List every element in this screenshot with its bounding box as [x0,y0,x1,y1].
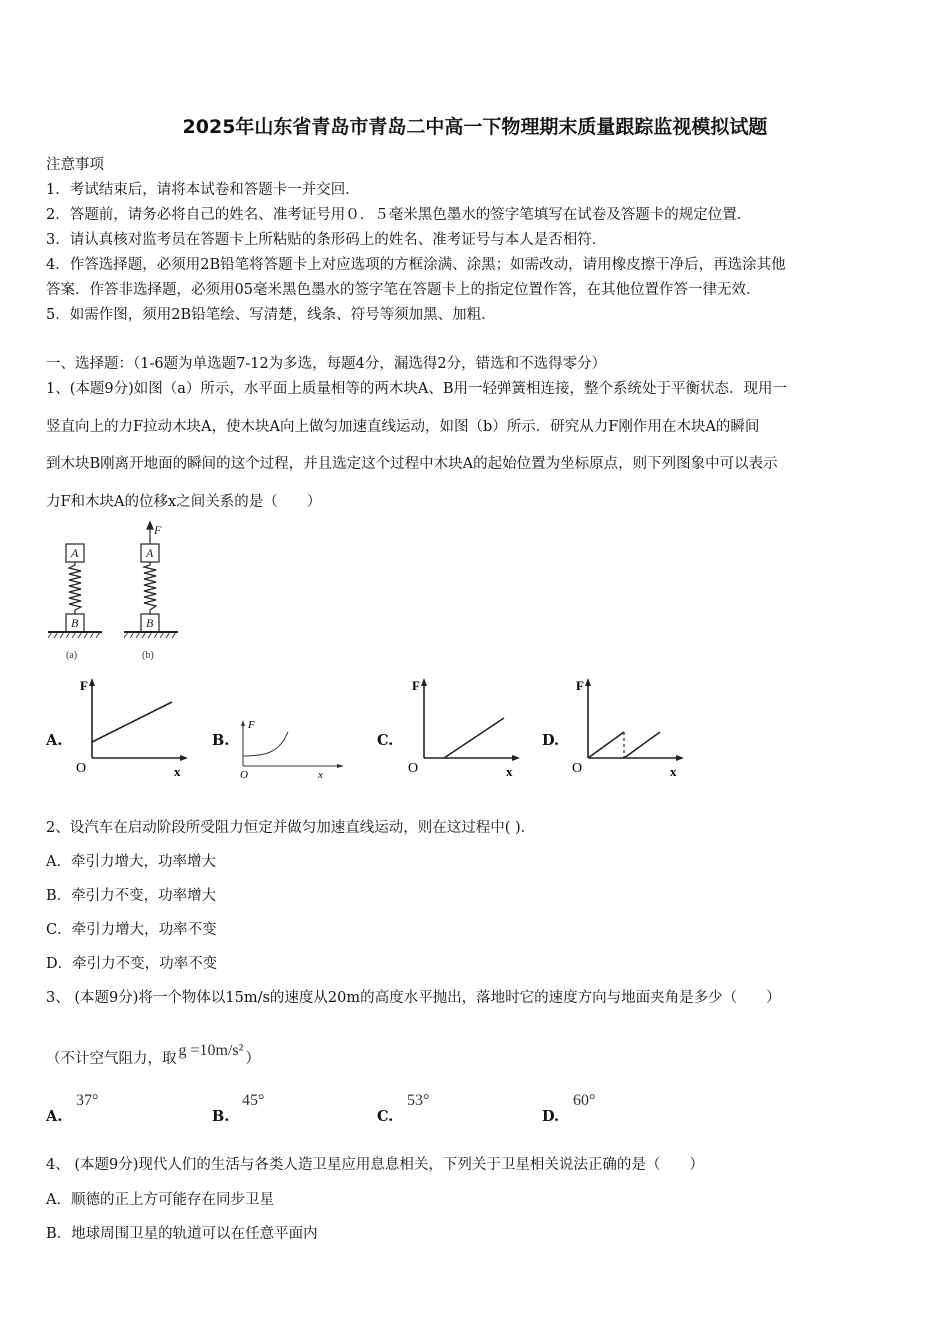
notice-item: 5．如需作图，须用2B铅笔绘、写清楚，线条、符号等须加黑、加粗． [46,307,496,323]
q3-option-a-value: 37° [76,1092,99,1109]
q2-option-a[interactable]: A．牵引力增大，功率增大 [46,854,216,870]
q1-option-c[interactable]: C. [377,732,394,749]
q3-option-a-label[interactable]: A. [46,1108,63,1125]
q1-option-b[interactable]: B. [212,732,230,749]
axis-o: O [408,761,419,776]
q1-option-a[interactable]: A. [46,732,63,749]
notice-item: 2．答题前，请务必将自己的姓名、准考证号用０．５毫米黑色墨水的签字笔填写在试卷及答题卡的规定位置． [46,207,752,223]
axis-x: x [318,769,323,780]
q3-note-pre: （不计空气阻力，取 [46,1051,177,1067]
label-a: A [146,546,154,560]
q4-stem: 4、 (本题9分)现代人们的生活与各类人造卫星应用息息相关，下列关于卫星相关说法正确的是（ ） [46,1157,704,1173]
q2-option-d[interactable]: D．牵引力不变，功率不变 [46,956,218,972]
q1-line: 力F和木块A的位移x之间关系的是（ ） [46,494,322,510]
axis-f: F [412,678,420,693]
graph-d [568,676,688,780]
q3-option-d-value: 60° [573,1092,596,1109]
axis-o: O [572,761,583,776]
q2-stem: 2、设汽车在启动阶段所受阻力恒定并做匀加速直线运动，则在这过程中( )． [46,820,536,836]
axis-f: F [576,678,584,693]
q1-line: 1、(本题9分)如图（a）所示，水平面上质量相等的两木块A、B用一轻弹簧相连接，整个系统处于平衡状态．现用一 [46,381,788,397]
axis-x: x [670,764,677,779]
q2-option-c[interactable]: C．牵引力增大，功率不变 [46,922,217,938]
graph-c [404,676,524,780]
page-title: 2025年山东省青岛市青岛二中高一下物理期末质量跟踪监视模拟试题 [182,116,768,138]
axis-x: x [174,764,181,779]
axis-o: O [240,769,248,780]
graph-b [236,716,346,780]
q3-note [46,1042,260,1068]
notice-item: 3．请认真核对监考员在答题卡上所粘贴的条形码上的姓名、准考证号与本人是否相符． [46,232,607,248]
axis-x: x [506,764,513,779]
q4-option-b[interactable]: B．地球周围卫星的轨道可以在任意平面内 [46,1226,318,1242]
q3-stem: 3、 (本题9分)将一个物体以15m/s的速度从20m的高度水平抛出，落地时它的速度方向与地面夹角是多少（ ） [46,990,781,1006]
caption-b: (b) [142,650,154,661]
graph-a [72,676,192,780]
q1-line: 到木块B刚离开地面的瞬间的这个过程，并且选定这个过程中木块A的起始位置为坐标原点，则下列图象中可以表示 [46,456,778,472]
q1-option-d[interactable]: D. [542,732,560,749]
q3-option-c-label[interactable]: C. [377,1108,394,1125]
axis-f: F [80,678,88,693]
caption-a: (a) [66,650,78,661]
notice-item: 答案．作答非选择题，必须用05毫米黑色墨水的签字笔在答题卡上的指定位置作答，在其他位置作答一律无效． [46,282,761,298]
q3-formula: g =10m/s² [178,1042,244,1059]
q4-option-a[interactable]: A．顺德的正上方可能存在同步卫星 [46,1192,274,1208]
q3-option-d-label[interactable]: D. [542,1108,560,1125]
q2-option-b[interactable]: B．牵引力不变，功率增大 [46,888,217,904]
axis-f: F [248,719,255,731]
notice-heading: 注意事项 [46,157,104,173]
spring-figure [44,520,194,665]
axis-o: O [76,761,87,776]
q3-note-post: ） [245,1051,260,1067]
notice-item: 1．考试结束后，请将本试卷和答题卡一并交回． [46,182,360,198]
q3-option-b-value: 45° [242,1092,265,1109]
label-a: A [71,546,79,560]
label-f: F [154,523,162,537]
label-b: B [71,616,79,630]
section-heading: 一、选择题：（1-6题为单选题7-12为多选，每题4分，漏选得2分，错选和不选得零分） [46,356,607,372]
notice-item: 4．作答选择题，必须用2B铅笔将答题卡上对应选项的方框涂满、涂黑；如需改动，请用橡皮擦干净后，再选涂其他 [46,257,786,273]
q1-line: 竖直向上的力F拉动木块A，使木块A向上做匀加速直线运动，如图（b）所示．研究从力F刚作用在木块A的瞬间 [46,419,760,435]
q3-option-c-value: 53° [407,1092,430,1109]
q3-option-b-label[interactable]: B. [212,1108,230,1125]
label-b: B [146,616,154,630]
